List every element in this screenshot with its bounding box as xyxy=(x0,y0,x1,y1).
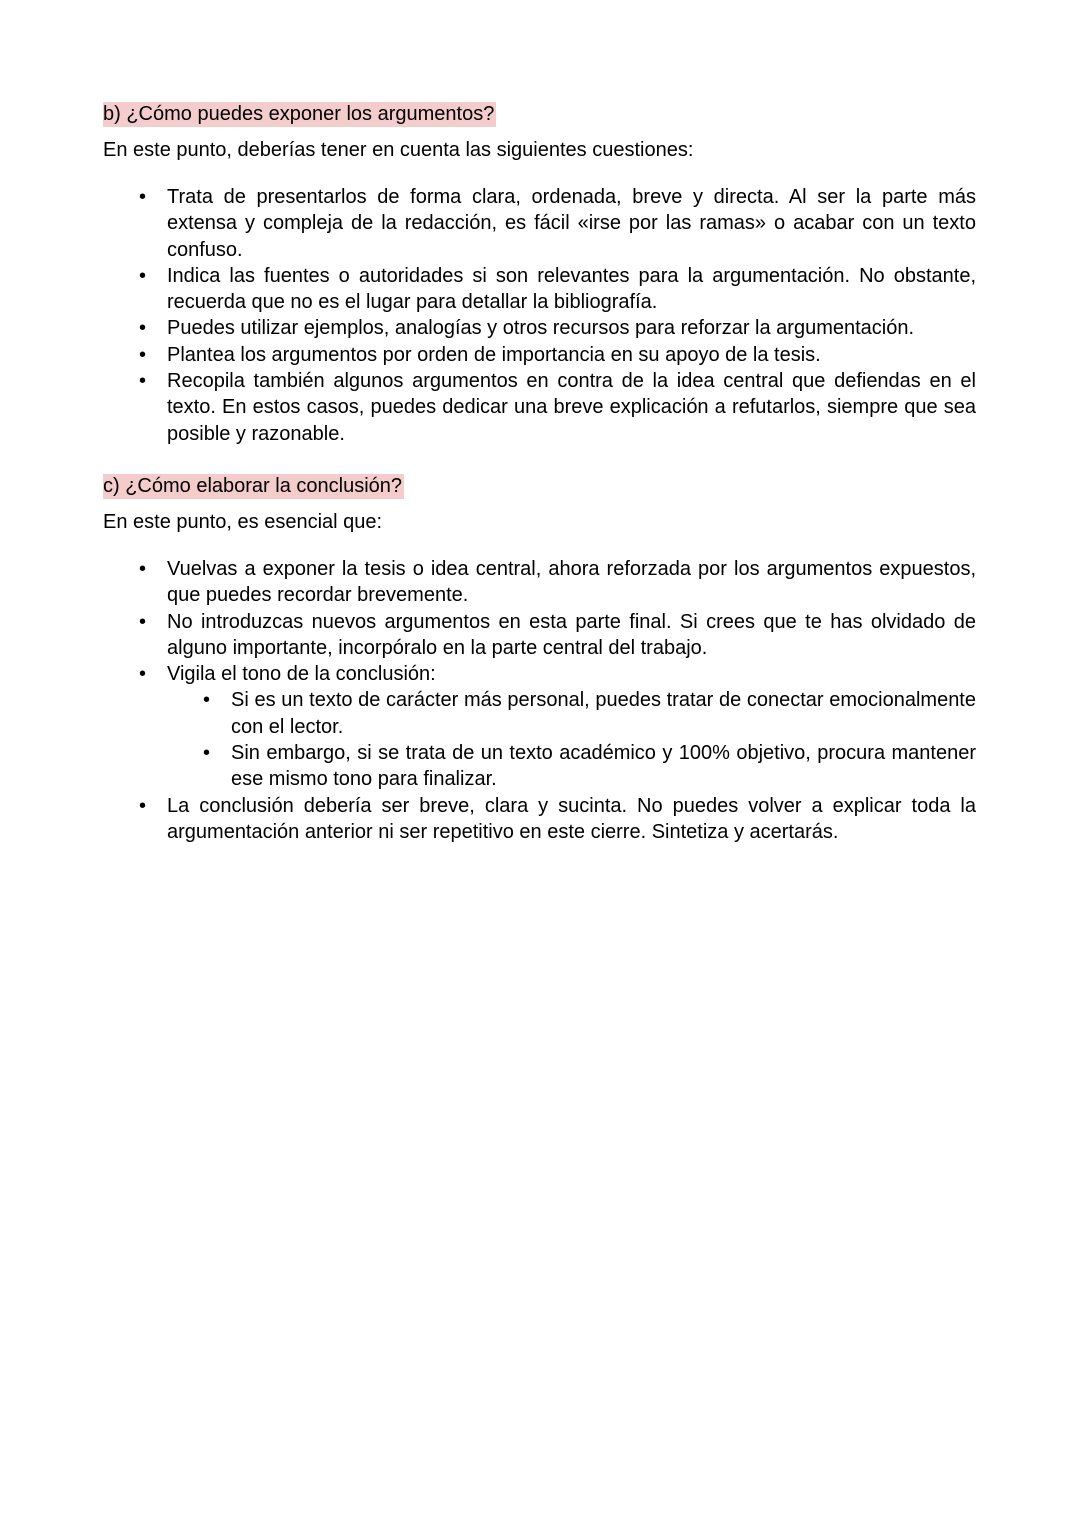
section-c-intro: En este punto, es esencial que: xyxy=(103,510,383,533)
sub-list-item-text: Sin embargo, si se trata de un texto académico y 100% objetivo, procura mantener ese mismo tono para finalizar. xyxy=(231,742,976,791)
bullet-icon: • xyxy=(139,264,147,287)
bullet-icon: • xyxy=(139,557,147,580)
list-item-text: Plantea los argumentos por orden de importancia en su apoyo de la tesis. xyxy=(167,343,821,366)
section-spacer xyxy=(103,447,976,472)
list-item xyxy=(103,609,976,662)
list-item-text: Indica las fuentes o autoridades si son relevantes para la argumentación. No obstante, recuerda que no es el lugar para detallar la bibliografía. xyxy=(167,264,976,314)
list-item xyxy=(103,184,976,263)
bullet-icon: • xyxy=(139,794,147,817)
list-item-text: Vigila el tono de la conclusión: xyxy=(167,663,436,686)
sub-list-item xyxy=(167,740,976,793)
list-item xyxy=(103,793,976,846)
bullet-icon: • xyxy=(139,663,147,686)
list-item-text: No introduzcas nuevos argumentos en esta parte final. Si crees que te has olvidado de alguno importante, incorpóralo en la parte central del trabajo. xyxy=(167,610,976,659)
bullet-icon: • xyxy=(139,370,147,393)
sub-list-item-text: Si es un texto de carácter más personal, puedes tratar de conectar emocionalmente con el lector. xyxy=(231,689,976,738)
list-item xyxy=(103,368,976,447)
bullet-icon: • xyxy=(203,689,211,712)
section-b-intro: En este punto, deberías tener en cuenta las siguientes cuestiones: xyxy=(103,139,694,161)
list-item xyxy=(103,556,976,609)
list-item xyxy=(103,342,976,368)
document-page xyxy=(103,100,976,845)
bullet-icon: • xyxy=(203,742,211,765)
list-item xyxy=(103,661,976,792)
bullet-icon: • xyxy=(139,610,147,633)
sub-list xyxy=(167,687,976,792)
list-item-text: La conclusión debería ser breve, clara y sucinta. No puedes volver a explicar toda la argumentación anterior ni ser repetitivo en este cierre. Sintetiza y acertarás. xyxy=(167,794,976,843)
bullet-icon: • xyxy=(139,317,147,340)
section-c-heading: c) ¿Cómo elaborar la conclusión? xyxy=(103,474,403,497)
sub-list-item xyxy=(167,687,976,740)
section-b-list xyxy=(103,184,976,447)
list-item-text: Puedes utilizar ejemplos, analogías y otros recursos para reforzar la argumentación. xyxy=(167,317,915,340)
section-b xyxy=(103,100,976,128)
section-b-heading: b) ¿Cómo puedes exponer los argumentos? xyxy=(103,103,495,125)
list-item-text: Vuelvas a exponer la tesis o idea central, ahora reforzada por los argumentos expuestos, que puedes recordar brevemente. xyxy=(167,557,976,607)
bullet-icon: • xyxy=(139,343,147,366)
list-item-text: Trata de presentarlos de forma clara, ordenada, breve y directa. Al ser la parte más extensa y compleja de la redacción, es fácil «irse por las ramas» o acabar con un texto confuso. xyxy=(167,186,976,261)
list-item xyxy=(103,315,976,341)
list-item xyxy=(103,263,976,316)
list-item-text: Recopila también algunos argumentos en contra de la idea central que defiendas en el texto. En estos casos, puedes dedicar una breve explicación a refutarlos, siempre que sea posible y razonable. xyxy=(167,370,976,445)
section-c-list xyxy=(103,556,976,845)
section-c xyxy=(103,472,976,500)
bullet-icon: • xyxy=(139,186,147,208)
